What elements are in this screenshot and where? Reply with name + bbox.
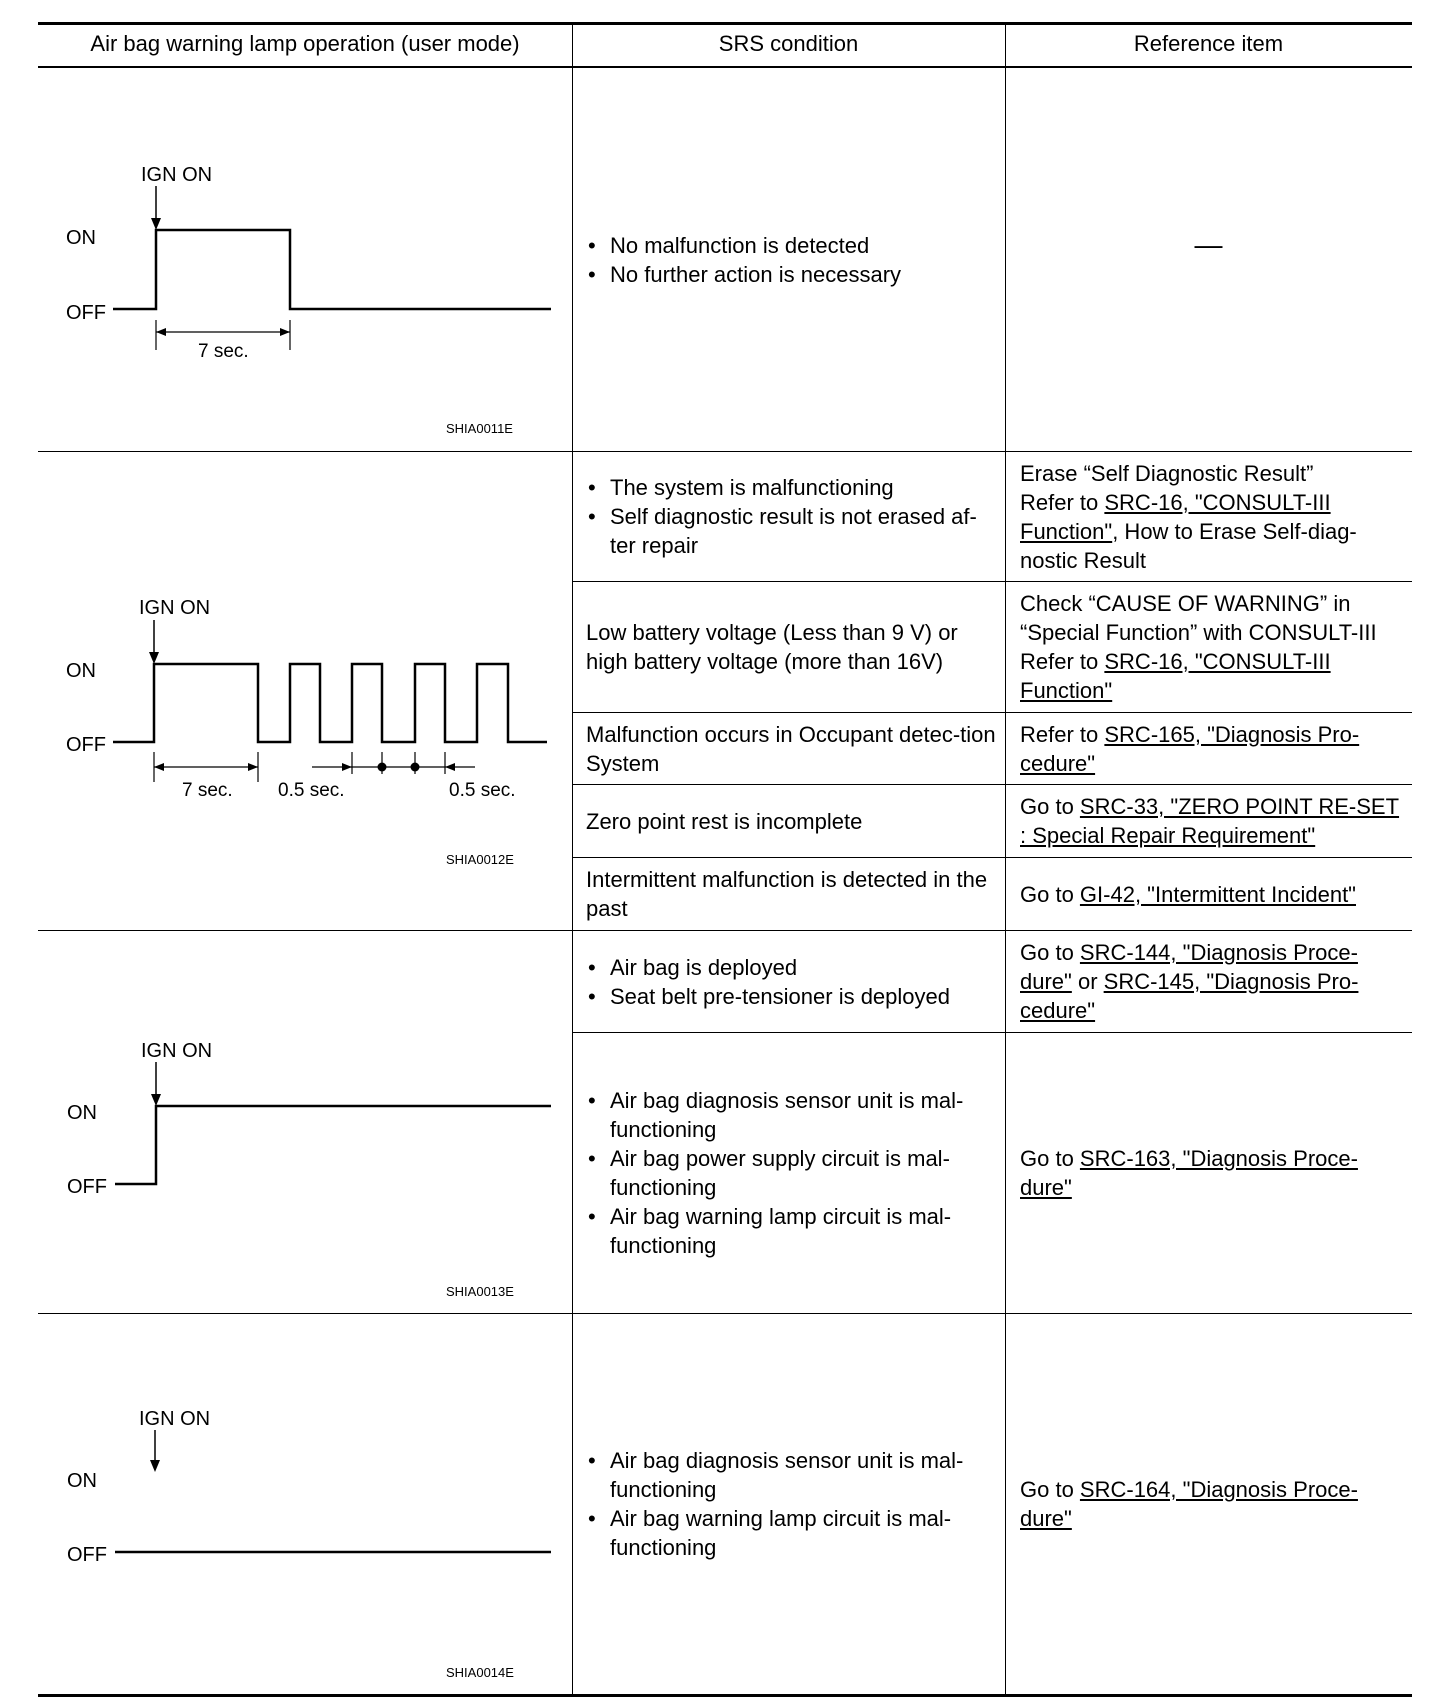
reference-cell: [1020, 713, 1406, 784]
on-label: ON: [66, 227, 96, 249]
srs-condition-cell: [586, 713, 996, 784]
reference-link[interactable]: SRC-144, "Diagnosis Proce-dure": [1020, 940, 1358, 994]
on-label: ON: [66, 660, 96, 682]
condition-item: • The system is malfunctioning: [586, 473, 996, 502]
ign-on-label: IGN ON: [141, 164, 213, 186]
reference-link[interactable]: SRC-16, "CONSULT-III Function": [1020, 649, 1331, 703]
reference-text: Go to SRC-163, "Diagnosis Proce-dure": [1020, 1146, 1358, 1200]
condition-text: Low battery voltage (Less than 9 V) or high battery voltage (more than 16V): [586, 620, 958, 674]
condition-item: • No malfunction is detected: [586, 231, 996, 260]
figure-code: SHIA0012E: [446, 852, 514, 867]
lamp-timing-diagram-2: [38, 452, 572, 930]
lamp-timing-diagram-4: [38, 1314, 572, 1694]
srs-condition-cell: [586, 452, 996, 581]
lamp-timing-diagram-3: [38, 931, 572, 1313]
condition-item: • Air bag power supply circuit is mal-functioning: [586, 1144, 996, 1202]
off-label: OFF: [67, 1544, 107, 1566]
reference-text: Refer to SRC-16, "CONSULT-III Function": [1020, 649, 1331, 703]
srs-condition-cell: [586, 785, 996, 857]
off-label: OFF: [66, 734, 106, 756]
ign-arrow-icon: [151, 218, 161, 230]
condition-item: • Air bag diagnosis sensor unit is mal-functioning: [586, 1446, 996, 1504]
srs-condition-cell: [586, 68, 996, 451]
srs-condition-cell: [586, 858, 996, 930]
off-label: OFF: [66, 302, 106, 324]
srs-condition-cell: [586, 1314, 996, 1694]
column-divider: [572, 22, 573, 1695]
duration-label: 7 sec.: [182, 780, 233, 801]
header-lamp-operation: Air bag warning lamp operation (user mode): [90, 31, 520, 56]
reference-cell: [1020, 858, 1406, 930]
srs-condition-cell: [586, 582, 996, 712]
lamp-signal-line: [113, 230, 551, 309]
reference-link[interactable]: SRC-16, "CONSULT-III Function": [1020, 489, 1331, 544]
off-label: OFF: [67, 1176, 107, 1198]
reference-link[interactable]: SRC-163, "Diagnosis Proce-dure": [1020, 1146, 1358, 1200]
condition-item: • Self diagnostic result is not erased af-ter repair: [586, 502, 996, 560]
condition-text: Intermittent malfunction is detected in the past: [586, 867, 988, 921]
lamp-timing-diagram-1: [38, 68, 572, 451]
reference-link[interactable]: SRC-165, "Diagnosis Pro-cedure": [1020, 721, 1360, 776]
reference-text: Check “CAUSE OF WARNING” in “Special Function” with CONSULT-III: [1020, 591, 1377, 645]
reference-cell: [1020, 1033, 1406, 1313]
reference-text: Go to SRC-164, "Diagnosis Proce-dure": [1020, 1477, 1358, 1531]
ign-arrow-icon: [149, 652, 159, 664]
condition-item: • Air bag warning lamp circuit is mal-functioning: [586, 1504, 996, 1562]
condition-text: Malfunction occurs in Occupant detec-tion System: [586, 721, 996, 776]
reference-link[interactable]: GI-42, "Intermittent Incident": [1079, 881, 1356, 907]
reference-text: Go to SRC-33, "ZERO POINT RE-SET : Special Repair Requirement": [1020, 794, 1400, 848]
condition-item: • Seat belt pre-tensioner is deployed: [586, 982, 996, 1011]
ign-on-label: IGN ON: [139, 597, 211, 619]
reference-text: Go to GI-42, "Intermittent Incident": [1020, 881, 1356, 907]
srs-condition-cell: [586, 931, 996, 1032]
reference-cell: [1020, 785, 1406, 857]
header-reference-item: Reference item: [1133, 31, 1284, 56]
reference-text: Go to SRC-144, "Diagnosis Proce-dure" or SRC-145, "Diagnosis Pro-cedure": [1020, 940, 1359, 1023]
condition-text: Zero point rest is incomplete: [586, 808, 863, 834]
duration-label: 7 sec.: [198, 341, 249, 362]
ign-on-label: IGN ON: [139, 1408, 211, 1430]
condition-item: • Air bag is deployed: [586, 953, 996, 982]
figure-code: SHIA0014E: [446, 1665, 514, 1680]
on-label: ON: [67, 1470, 97, 1492]
reference-text: Refer to SRC-16, "CONSULT-III Function", How to Erase Self-diag-nostic Result: [1020, 489, 1357, 573]
reference-text: Refer to SRC-165, "Diagnosis Pro-cedure": [1020, 721, 1360, 776]
reference-cell: [1020, 582, 1406, 712]
reference-cell: [1020, 931, 1406, 1032]
on-label: ON: [67, 1102, 97, 1124]
condition-item: • Air bag warning lamp circuit is mal-functioning: [586, 1202, 996, 1260]
srs-condition-cell: [586, 1033, 996, 1313]
column-divider: [1005, 22, 1006, 1695]
condition-item: • Air bag diagnosis sensor unit is mal-functioning: [586, 1086, 996, 1144]
figure-code: SHIA0011E: [446, 421, 513, 436]
lamp-signal-line: [115, 1106, 551, 1184]
header-srs-condition: SRS condition: [718, 31, 859, 56]
reference-cell: [1020, 452, 1406, 581]
condition-item: • No further action is necessary: [586, 260, 996, 289]
ign-on-label: IGN ON: [141, 1040, 213, 1062]
reference-cell: [1020, 1314, 1406, 1694]
blink-off-duration-label: 0.5 sec.: [278, 780, 345, 801]
reference-text: Erase “Self Diagnostic Result”: [1020, 460, 1314, 486]
reference-link[interactable]: SRC-33, "ZERO POINT RE-SET : Special Repair Requirement": [1020, 794, 1400, 848]
ign-arrow-icon: [150, 1460, 160, 1472]
blink-on-duration-label: 0.5 sec.: [449, 780, 516, 801]
reference-link[interactable]: SRC-145, "Diagnosis Pro-cedure": [1020, 969, 1359, 1023]
table-bottom-rule: [38, 1694, 1412, 1697]
figure-code: SHIA0013E: [446, 1284, 514, 1299]
reference-link[interactable]: SRC-164, "Diagnosis Proce-dure": [1020, 1477, 1358, 1531]
ign-arrow-icon: [151, 1094, 161, 1106]
reference-none-dash: —: [1194, 229, 1223, 260]
lamp-signal-line: [113, 664, 547, 742]
